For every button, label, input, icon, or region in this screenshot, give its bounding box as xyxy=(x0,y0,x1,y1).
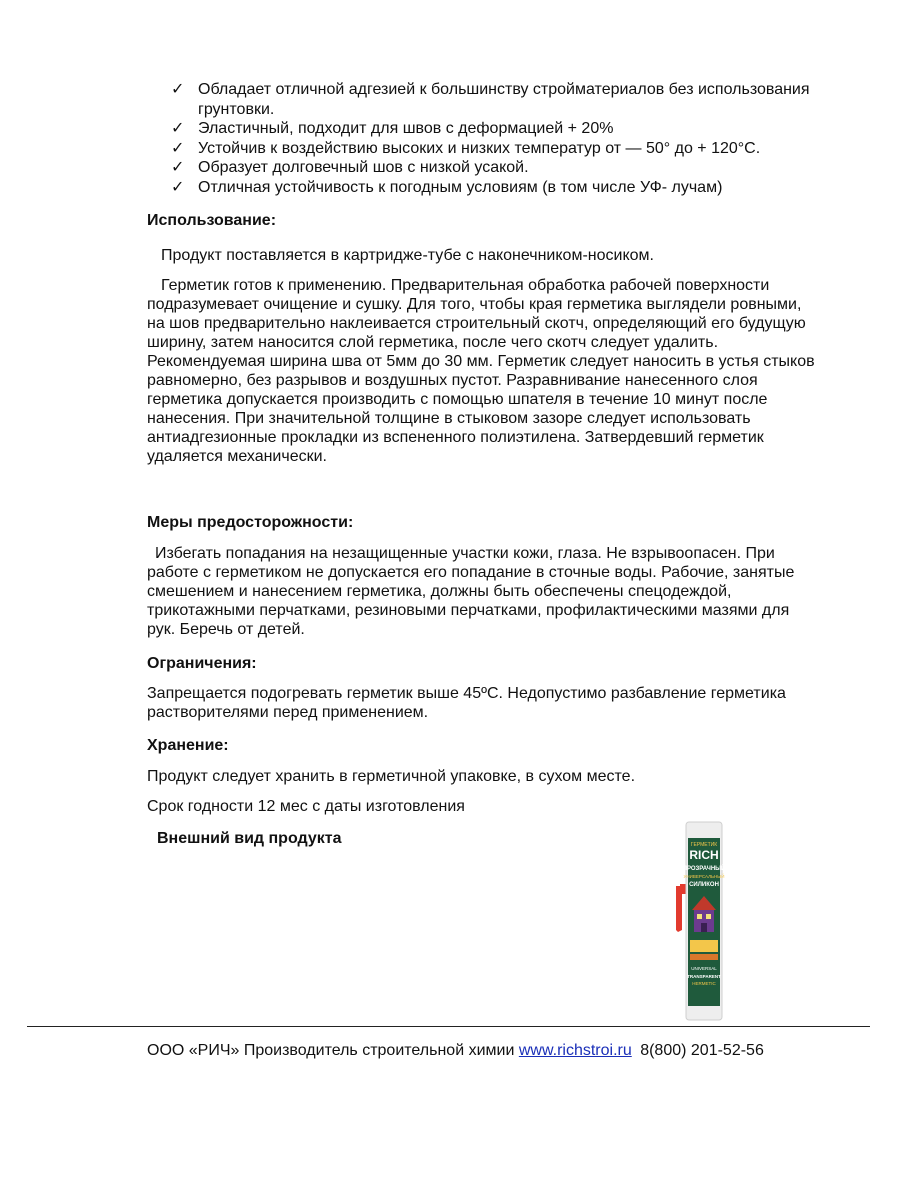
footer-website-link[interactable]: www.richstroi.ru xyxy=(518,1042,632,1059)
label-stripe xyxy=(690,940,718,952)
checkmark-icon: ✓ xyxy=(171,178,185,196)
label-line1: ПРОЗРАЧНЫЙ xyxy=(682,866,726,872)
house-window-icon xyxy=(706,914,711,919)
footer-divider xyxy=(27,1026,870,1027)
label-line4: UNIVERSAL xyxy=(691,966,717,971)
label-line5: TRANSPARENT xyxy=(687,974,721,979)
appearance-heading: Внешний вид продукта xyxy=(157,830,342,847)
list-item: ✓ Обладает отличной адгезией к большинству стройматериалов без использования грунтовки. xyxy=(171,81,810,118)
house-door-icon xyxy=(701,923,707,932)
storage-heading: Хранение: xyxy=(147,737,229,754)
checkmark-icon: ✓ xyxy=(171,81,185,98)
limitations-paragraph: Запрещается подогревать герметик выше 45ºС. Недопустимо разбавление герметика растворителями перед применением. xyxy=(147,685,786,721)
list-item: ✓ Образует долговечный шов с низкой усакой. xyxy=(171,159,529,176)
house-window-icon xyxy=(697,914,702,919)
footer-company: ООО «РИЧ» Производитель строительной химии xyxy=(147,1042,515,1059)
footer-phone: 8(800) 201-52-56 xyxy=(640,1042,764,1059)
label-stripe xyxy=(690,954,718,960)
precautions-heading: Меры предосторожности: xyxy=(147,514,354,531)
label-brand-top: ГЕРМЕТИК xyxy=(690,842,718,848)
label-brand: RICH xyxy=(689,848,719,862)
usage-heading: Использование: xyxy=(147,212,277,229)
limitations-heading: Ограничения: xyxy=(147,655,257,672)
shelf-life: Срок годности 12 мес с даты изготовления xyxy=(147,798,465,815)
precautions-paragraph: Избегать попадания на незащищенные участки кожи, глаза. Не взрывоопасен. При работе с герметиком не допускается его попадание в сточные воды. Рабочие, занятые смешением и нанесением герметика, должны быть обеспечены спецодеждой, трикотажными перчатками, резиновыми перчатками, профилактическими мазями для рук. Беречь от детей. xyxy=(147,545,795,638)
footer xyxy=(147,1042,764,1060)
list-item: ✓ Отличная устойчивость к погодным условиям (в том числе УФ- лучам) xyxy=(171,178,723,196)
product-tube-image xyxy=(668,820,742,1022)
storage-paragraph: Продукт следует хранить в герметичной упаковке, в сухом месте. xyxy=(147,768,636,785)
checkmark-icon: ✓ xyxy=(171,159,185,176)
usage-paragraph-2: Герметик готов к применению. Предварительная обработка рабочей поверхности подразумевает очищение и сушку. Для того, чтобы края герметика выглядели ровными, на шов предварительно наклеивается строительный скотч, определяющий его будущую ширину, затем наносится слой герметика, после чего скотч следует удалить. Рекомендуемая ширина шва от 5мм до 30 мм. Герметик следует наносить в устья стыков равномерно, без разрывов и воздушных пустот. Разравнивание нанесенного слоя герметика допускается производить с помощью шпателя в течение 10 минут после нанесения. При значительной толщине в стыковом зазоре следует использовать антиадгезионные прокладки из вспененного полиэтилена. Затвердевший герметик удаляется механически. xyxy=(147,277,815,465)
label-line6: HERMETIC xyxy=(692,981,716,986)
list-item: ✓ Устойчив к воздействию высоких и низких температур от — 50° до + 120°С. xyxy=(171,139,761,157)
checkmark-icon: ✓ xyxy=(171,139,185,157)
checkmark-icon: ✓ xyxy=(171,120,185,137)
label-line2: УНИВЕРСАЛЬНЫЙ xyxy=(683,874,725,879)
usage-paragraph-1: Продукт поставляется в картридже-тубе с наконечником-носиком. xyxy=(161,247,654,264)
features-list xyxy=(171,80,811,197)
list-item: ✓ Эластичный, подходит для швов с деформацией + 20% xyxy=(171,120,614,137)
label-line3: СИЛИКОН xyxy=(689,882,719,888)
